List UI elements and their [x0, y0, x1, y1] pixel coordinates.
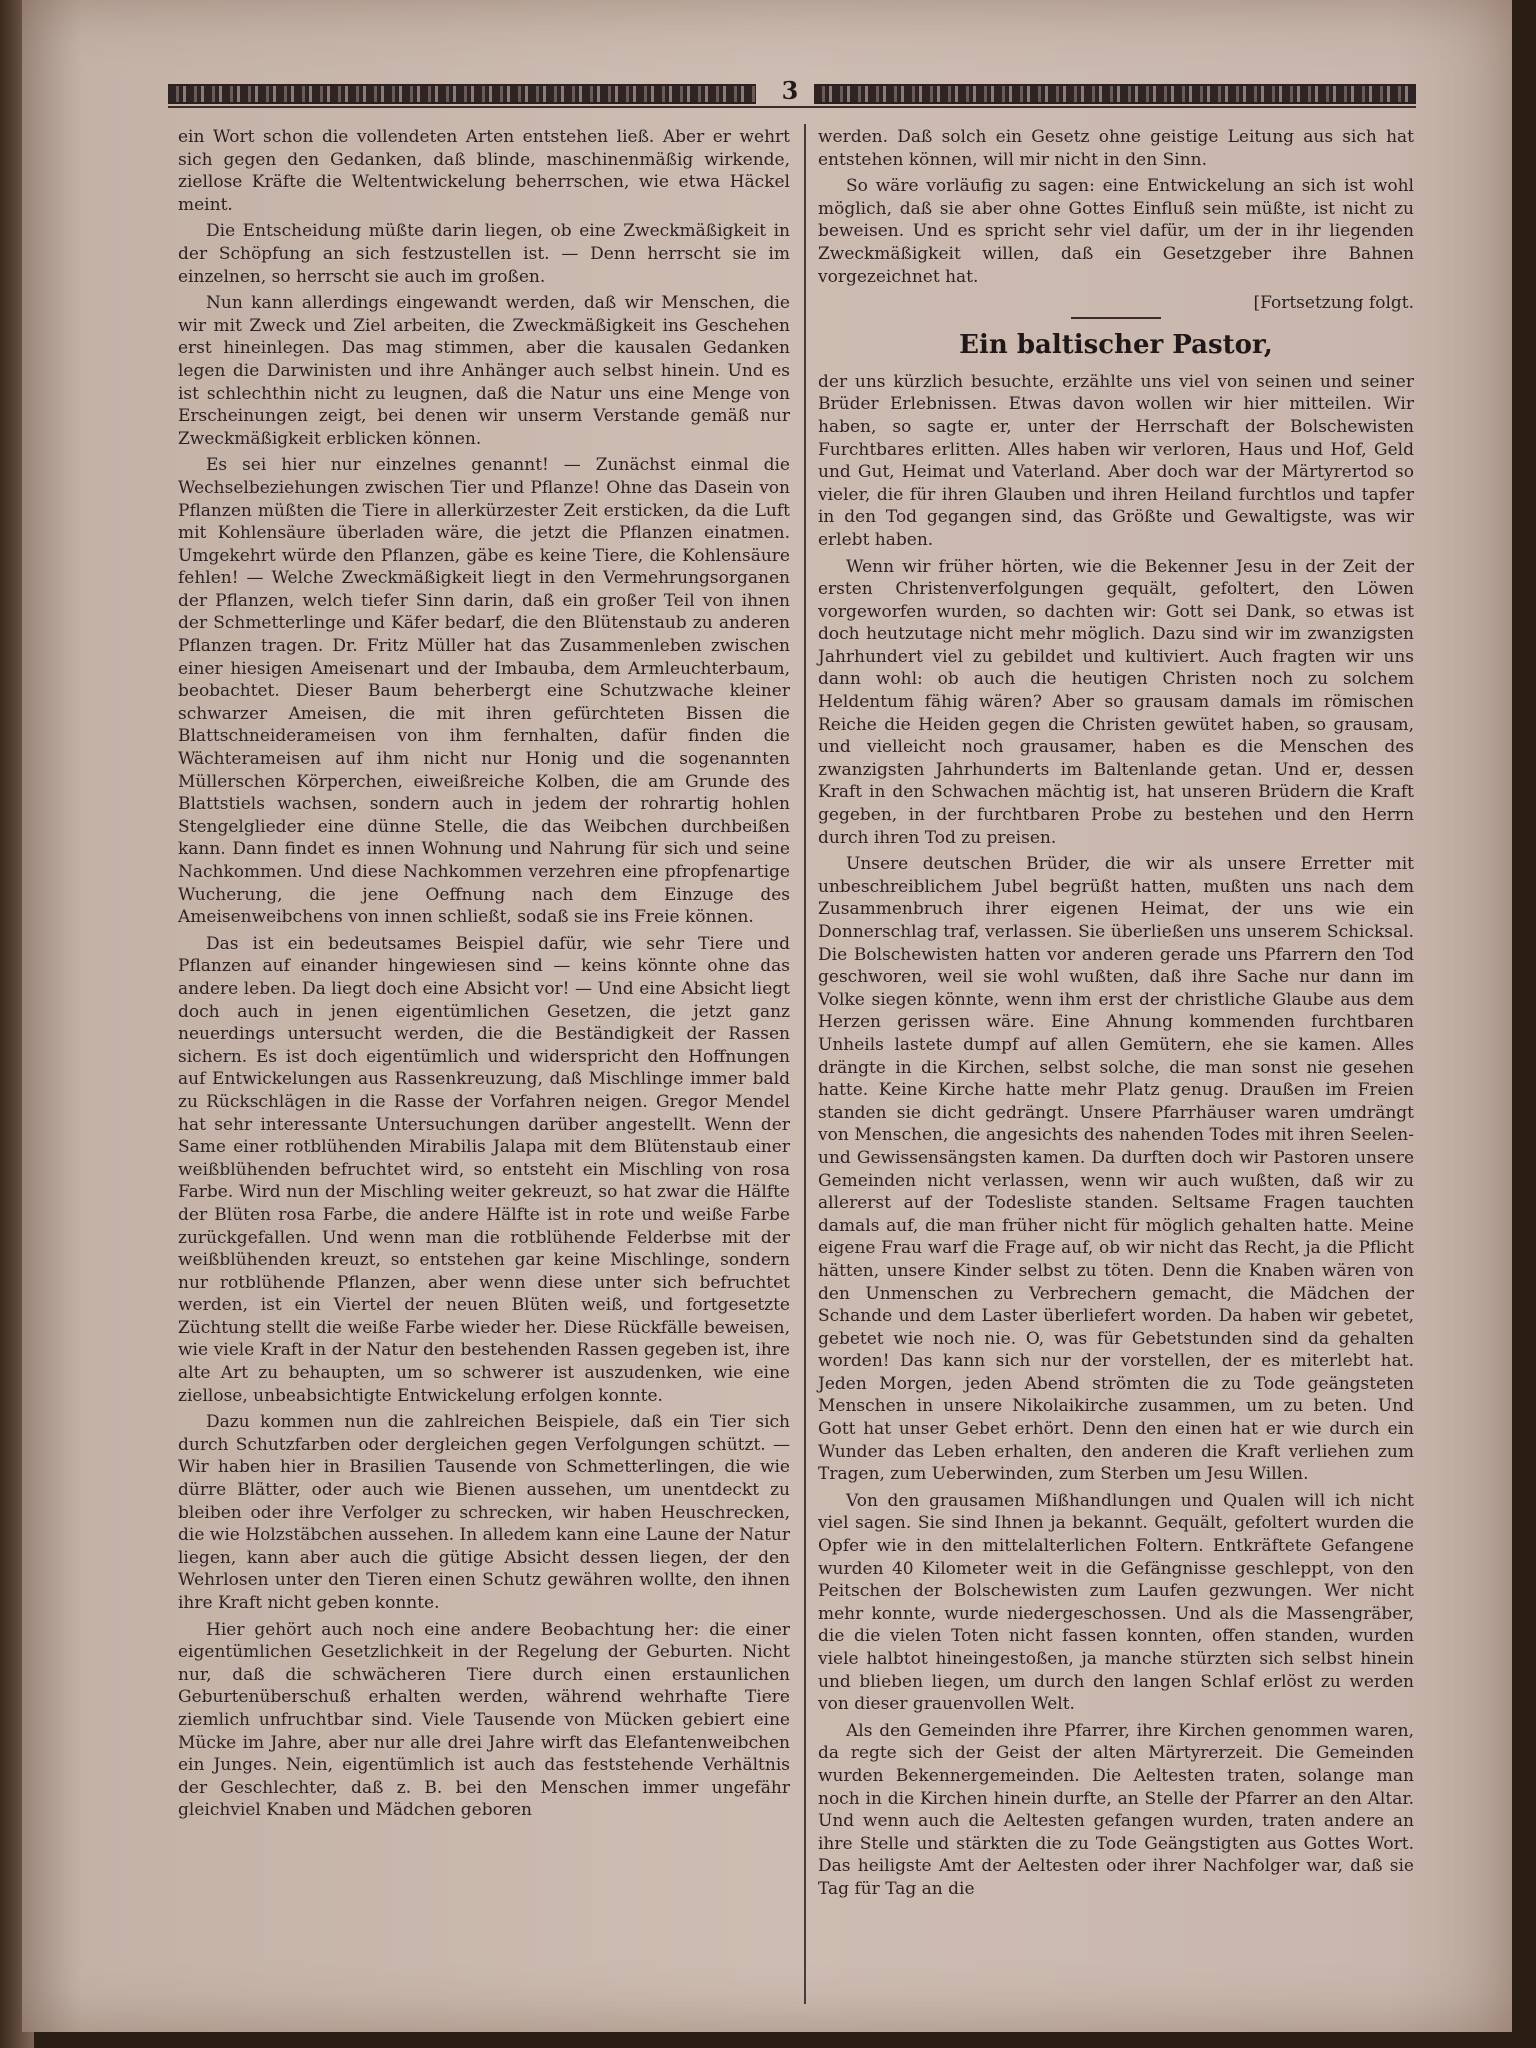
paragraph: der uns kürzlich besuchte, erzählte uns viel von seinen und seiner Brüder Erlebnissen. Etwas davon wollen wir hier mitteilen. Wir haben, so sagte er, unter der Herrschaft der Bolschewisten Furchtbares erlitten. Alles haben wir verloren, Haus und Hof, Geld und Gut, Heimat und Vaterland. Aber doch war der Märtyrertod so vieler, die für ihren Glauben und ihren Heiland furchtlos und tapfer in den Tod gegangen sind, das Größte und Gewaltigste, was wir erlebt haben. [818, 371, 1414, 550]
paragraph: Wenn wir früher hörten, wie die Bekenner Jesu in der Zeit der ersten Christenverfolgungen gequält, gefoltert, den Löwen vorgeworfen wurden, so dachten wir: Gott sei Dank, so etwas ist doch heutzutage nicht mehr möglich. Dazu sind wir im zwanzigsten Jahrhundert viel zu gebildet und kultiviert. Auch fragten wir uns dann wohl: ob auch die heutigen Christen noch zu solchem Heldentum fähig wären? Aber so grausam damals im römischen Reiche die Heiden gegen die Christen gewütet haben, so grausam, und vielleicht noch grausamer, haben es die Menschen des zwanzigsten Jahrhunderts im Baltenlande getan. Und er, dessen Kraft in den Schwachen mächtig ist, hat unseren Brüdern die Kraft gegeben, in der furchtbaren Probe zu bestehen und den Herrn durch ihren Tod zu preisen. [818, 556, 1414, 848]
paragraph: Als den Gemeinden ihre Pfarrer, ihre Kirchen genommen waren, da regte sich der Geist der alten Märtyrerzeit. Die Gemeinden wurden Bekennergemeinden. Die Aeltesten traten, solange man noch in die Kirchen hinein durfte, an Stelle der Pfarrer an den Altar. Und wenn auch die Aeltesten gefangen wurden, traten andere an ihre Stelle und stärkten die zu Tode Geängstigten aus Gottes Wort. Das heiligste Amt der Aeltesten oder ihrer Nachfolger war, daß sie Tag für Tag an die [818, 1720, 1414, 1899]
paragraph: Dazu kommen nun die zahlreichen Beispiele, daß ein Tier sich durch Schutzfarben oder dergleichen gegen Verfolgungen schützt. — Wir haben hier in Brasilien Tausende von Schmetterlingen, die wie dürre Blätter, oder auch wie Bienen aussehen, um unentdeckt zu bleiben oder ihre Verfolger zu schrecken, wir haben Heuschrecken, die wie Holzstäbchen aussehen. In alledem kann eine Laune der Natur liegen, kann aber auch die gütige Absicht dessen liegen, der den Wehrlosen unter den Tieren einen Schutz gewähren wollte, den ihnen ihre Kraft nicht geben konnte. [178, 1412, 790, 1613]
section-rule [1071, 317, 1161, 319]
paragraph: Das ist ein bedeutsames Beispiel dafür, wie sehr Tiere und Pflanzen auf einander hingewiesen sind — keins könnte ohne das andere leben. Da liegt doch eine Absicht vor! — Und eine Absicht liegt doch auch in jenen eigentümlichen Gesetzen, die jetzt ganz neuerdings untersucht werden, die die Beständigkeit der Rassen sichern. Es ist doch eigentümlich und widerspricht den Hoffnungen auf Entwickelungen aus Rassenkreuzung, daß Mischlinge immer bald zu Rückschlägen in die Rasse der Vorfahren neigen. Gregor Mendel hat sehr interessante Untersuchungen darüber angestellt. Wenn der Same einer rotblühenden Mirabilis Jalapa mit dem Blütenstaub einer weißblühenden befruchtet wird, so entsteht ein Mischling von rosa Farbe. Wird nun der Mischling weiter gekreuzt, so hat zwar die Hälfte der Blüten rosa Farbe, die andere Hälfte ist in rote und weiße Farbe zurückgefallen. Und wenn man die rotblühende Felderbse mit der weißblühenden kreuzt, so entstehen gar keine Mischlinge, sondern nur rotblühende Pflanzen, aber wenn diese unter sich befruchtet werden, ist ein Viertel der neuen Blüten weiß, und fortgesetzte Züchtung stellt die weiße Farbe wieder her. Diese Rückfälle beweisen, wie viele Kraft in der Natur den bestehenden Rassen gegeben ist, ihre alte Art zu behaupten, um so schwerer ist auszudenken, wie eine ziellose, unbeabsichtigte Entwickelung erfolgen konnte. [178, 933, 790, 1406]
paragraph: Hier gehört auch noch eine andere Beobachtung her: die einer eigentümlichen Gesetzlichkeit in der Regelung der Geburten. Nicht nur, daß die schwächeren Tiere durch einen erstaunlichen Geburtenüberschuß erhalten werden, während wehrhafte Tiere ziemlich unfruchtbar sind. Viele Tausende von Mücken gebiert eine Mücke im Jahre, aber nur alle drei Jahre wirft das Elefantenweibchen ein Junges. Nein, eigentümlich ist auch das feststehende Verhältnis der Geschlechter, daß z. B. bei den Menschen immer ungefähr gleichviel Knaben und Mädchen geboren [178, 1619, 790, 1821]
right-column [818, 126, 1414, 1905]
paragraph: Es sei hier nur einzelnes genannt! — Zunächst einmal die Wechselbeziehungen zwischen Tier und Pflanze! Ohne das Dasein von Pflanzen müßten die Tiere in allerkürzester Zeit ersticken, da die Luft mit Kohlensäure überladen wäre, die jetzt die Pflanzen einatmen. Umgekehrt würde den Pflanzen, gäbe es keine Tiere, die Kohlensäure fehlen! — Welche Zweckmäßigkeit liegt in den Vermehrungsorganen der Pflanzen, welch tiefer Sinn darin, daß ein großer Teil von ihnen der Schmetterlinge und Käfer bedarf, die den Blütenstaub zu anderen Pflanzen tragen. Dr. Fritz Müller hat das Zusammenleben zwischen einer hiesigen Ameisenart und der Imbauba, dem Armleuchterbaum, beobachtet. Dieser Baum beherbergt eine Schutzwache kleiner schwarzer Ameisen, die mit ihren gefürchteten Bissen die Blattschneiderameisen von ihm fernhalten, dafür finden die Wächterameisen auf ihm nicht nur Honig und die sogenannten Müllerschen Körperchen, eiweißreiche Kolben, die am Grunde des Blattstiels wachsen, sondern auch in jedem der rohrartig hohlen Stengelglieder eine dünne Stelle, die das Weibchen durchbeißen kann. Dann findet es innen Wohnung und Nahrung für sich und seine Nachkommen. Und diese Nachkommen verzehren eine pfropfenartige Wucherung, die jene Oeffnung nach dem Einzuge des Ameisenweibchens von innen schließt, sodaß sie ins Freie können. [178, 455, 790, 928]
newspaper-page [22, 0, 1512, 2032]
header-ornament-right [814, 84, 1416, 104]
paragraph: So wäre vorläufig zu sagen: eine Entwickelung an sich ist wohl möglich, daß sie aber ohne Gottes Einfluß sein müßte, ist nicht zu beweisen. Und es spricht sehr viel dafür, um der in ihr liegenden Zweckmäßigkeit willen, daß ein Gesetzgeber ihre Bahnen vorgezeichnet hat. [818, 176, 1414, 287]
article-title: Ein baltischer Pastor, [959, 329, 1273, 360]
paragraph: Die Entscheidung müßte darin liegen, ob eine Zweckmäßigkeit in der Schöpfung an sich festzustellen ist. — Denn herrscht sie im einzelnen, so herrscht sie auch im großen. [178, 221, 790, 287]
paragraph: Nun kann allerdings eingewandt werden, daß wir Menschen, die wir mit Zweck und Ziel arbeiten, die Zweckmäßigkeit ins Geschehen erst hineinlegen. Das mag stimmen, aber die kausalen Gedanken legen die Darwinisten und ihre Anhänger auch selbst hinein. Und es ist schlechthin nicht zu leugnen, daß die Natur uns eine Menge von Erscheinungen zeigt, bei denen wir unserm Verstande gemäß nur Zweckmäßigkeit erblicken können. [178, 293, 790, 449]
left-column [178, 126, 790, 1826]
paragraph: Unsere deutschen Brüder, die wir als unsere Erretter mit unbeschreiblichem Jubel begrüßt hatten, mußten uns nach dem Zusammenbruch ihrer eigenen Heimat, der uns wie ein Donnerschlag traf, verlassen. Sie überließen uns unserem Schicksal. Die Bolschewisten hatten vor anderen gerade uns Pfarrern den Tod geschworen, weil sie wohl wußten, daß ihre Sache nur dann im Volke siegen könnte, wenn ihm erst der christliche Glaube aus dem Herzen gerissen wäre. Eine Ahnung kommenden furchtbaren Unheils lastete dumpf auf allen Gemütern, ehe sie kamen. Alles drängte in die Kirchen, selbst solche, die man sonst nie gesehen hatte. Keine Kirche hatte mehr Platz genug. Draußen im Freien standen sie dicht gedrängt. Unsere Pfarrhäuser waren umdrängt von Menschen, die angesichts des nahenden Todes mit ihren Seelen- und Gewissensängsten kamen. Da durften doch wir Pastoren unsere Gemeinden nicht verlassen, wenn wir auch wußten, daß wir zu allererst auf der Todesliste standen. Seltsame Fragen tauchten damals auf, die man früher nicht für möglich gehalten hatte. Meine eigene Frau warf die Frage auf, ob wir nicht das Recht, ja die Pflicht hätten, unsere Kinder selbst zu töten. Denn die Knaben wären von den Unmenschen zu Verbrechern gemacht, die Mädchen der Schande und dem Laster überliefert worden. Da haben wir gebetet, gebetet wie noch nie. O, was für Gebetstunden sind da gehalten worden! Das kann sich nur der vorstellen, der es miterlebt hat. Jeden Morgen, jeden Abend strömten die zu Tode geängsteten Menschen in unsere Nikolaikirche zusammen, um zu beten. Und Gott hat unser Gebet erhört. Denn den einen hat er wie durch ein Wunder das Leben erhalten, den anderen die Kraft verliehen zum Tragen, zum Ueberwinden, zum Sterben um Jesu Willen. [818, 854, 1414, 1485]
header-ornament-left [168, 84, 756, 104]
page-header [168, 78, 1416, 108]
paragraph: Von den grausamen Mißhandlungen und Qualen will ich nicht viel sagen. Sie sind Ihnen ja bekannt. Gequält, gefoltert wurden die Opfer wie in den mittelalterlichen Foltern. Entkräftete Gefangene wurden 40 Kilometer weit in die Gefängnisse geschleppt, von den Peitschen der Bolschewisten zum Laufen gezwungen. Wer nicht mehr konnte, wurde niedergeschossen. Und als die Massengräber, die die vielen Toten nicht fassen konnten, offen standen, wurden viele halbtot hineingestoßen, ja manche stürzten sich selbst hinein und blieben liegen, um durch den langen Schlaf erlöst zu werden von dieser grauenvollen Welt. [818, 1490, 1414, 1715]
paragraph: ein Wort schon die vollendeten Arten entstehen ließ. Aber er wehrt sich gegen den Gedanken, daß blinde, maschinenmäßig wirkende, ziellose Kräfte die Weltentwickelung beherrschen, wie etwa Häckel meint. [178, 127, 790, 215]
continuation-note: [Fortsetzung folgt. [1253, 293, 1414, 314]
page-number: 3 [781, 76, 799, 105]
column-divider [804, 124, 806, 2004]
paragraph: werden. Daß solch ein Gesetz ohne geistige Leitung aus sich hat entstehen können, will mir nicht in den Sinn. [818, 127, 1414, 170]
